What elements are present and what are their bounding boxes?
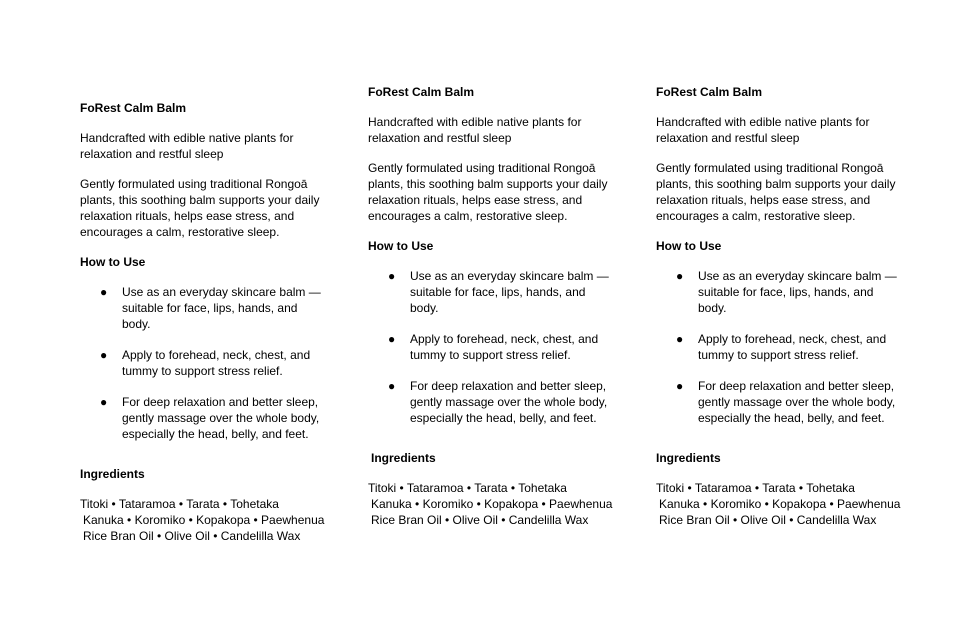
product-title: FoRest Calm Balm [368, 85, 475, 99]
bullet-icon: ● [100, 348, 108, 362]
list-item-text: For deep relaxation and better sleep, gently massage over the whole body, especially the head, belly, and feet. [698, 379, 896, 425]
list-item-text: Apply to forehead, neck, chest, and tummy to support stress relief. [122, 348, 311, 378]
list-item-text: Use as an everyday skincare balm — suitable for face, lips, hands, and body. [410, 269, 609, 315]
how-to-use-list [80, 284, 335, 442]
list-item [368, 378, 610, 426]
ingredients-line: Titoki • Tataramoa • Tarata • Tohetaka [656, 481, 855, 495]
list-item [368, 268, 610, 316]
ingredients-heading: Ingredients [656, 451, 721, 465]
product-card-3 [656, 84, 911, 528]
ingredients-heading: Ingredients [371, 451, 436, 465]
product-title: FoRest Calm Balm [656, 85, 763, 99]
ingredients-line: Titoki • Tataramoa • Tarata • Tohetaka [368, 481, 567, 495]
bullet-icon: ● [388, 269, 396, 283]
bullet-icon: ● [676, 379, 684, 393]
product-description: Gently formulated using traditional Rongoā plants, this soothing balm supports your daily relaxation rituals, helps ease stress, and encourages a calm, restorative sleep. [80, 177, 320, 239]
list-item-text: For deep relaxation and better sleep, gently massage over the whole body, especially the head, belly, and feet. [122, 395, 320, 441]
bullet-icon: ● [100, 285, 108, 299]
product-description: Gently formulated using traditional Rongoā plants, this soothing balm supports your daily relaxation rituals, helps ease stress, and encourages a calm, restorative sleep. [368, 161, 608, 223]
ingredients-line: Kanuka • Koromiko • Kopakopa • Paewhenua [83, 513, 325, 527]
list-item [656, 331, 898, 363]
how-to-use-list [656, 268, 911, 426]
list-item [80, 394, 322, 442]
list-item-text: For deep relaxation and better sleep, gently massage over the whole body, especially the head, belly, and feet. [410, 379, 608, 425]
ingredients-line: Kanuka • Koromiko • Kopakopa • Paewhenua [371, 497, 613, 511]
how-to-use-heading: How to Use [368, 239, 434, 253]
product-tagline: Handcrafted with edible native plants for relaxation and restful sleep [80, 131, 294, 161]
ingredients-line: Titoki • Tataramoa • Tarata • Tohetaka [80, 497, 279, 511]
list-item [656, 268, 898, 316]
product-card-2 [368, 84, 623, 528]
bullet-icon: ● [100, 395, 108, 409]
bullet-icon: ● [676, 332, 684, 346]
list-item [656, 378, 898, 426]
ingredients-line: Rice Bran Oil • Olive Oil • Candelilla Wax [371, 513, 589, 527]
bullet-icon: ● [676, 269, 684, 283]
bullet-icon: ● [388, 332, 396, 346]
list-item-text: Use as an everyday skincare balm — suitable for face, lips, hands, and body. [698, 269, 897, 315]
product-description: Gently formulated using traditional Rongoā plants, this soothing balm supports your daily relaxation rituals, helps ease stress, and encourages a calm, restorative sleep. [656, 161, 896, 223]
list-item [368, 331, 610, 363]
product-tagline: Handcrafted with edible native plants for relaxation and restful sleep [656, 115, 870, 145]
list-item-text: Apply to forehead, neck, chest, and tummy to support stress relief. [698, 332, 887, 362]
product-tagline: Handcrafted with edible native plants for relaxation and restful sleep [368, 115, 582, 145]
how-to-use-list [368, 268, 623, 426]
list-item [80, 347, 322, 379]
product-title: FoRest Calm Balm [80, 101, 187, 115]
product-card-1 [80, 100, 335, 544]
list-item [80, 284, 322, 332]
ingredients-heading: Ingredients [80, 467, 145, 481]
list-item-text: Use as an everyday skincare balm — suitable for face, lips, hands, and body. [122, 285, 321, 331]
list-item-text: Apply to forehead, neck, chest, and tummy to support stress relief. [410, 332, 599, 362]
how-to-use-heading: How to Use [80, 255, 146, 269]
ingredients-line: Kanuka • Koromiko • Kopakopa • Paewhenua [659, 497, 901, 511]
ingredients-line: Rice Bran Oil • Olive Oil • Candelilla Wax [659, 513, 877, 527]
ingredients-line: Rice Bran Oil • Olive Oil • Candelilla Wax [83, 529, 301, 543]
bullet-icon: ● [388, 379, 396, 393]
how-to-use-heading: How to Use [656, 239, 722, 253]
